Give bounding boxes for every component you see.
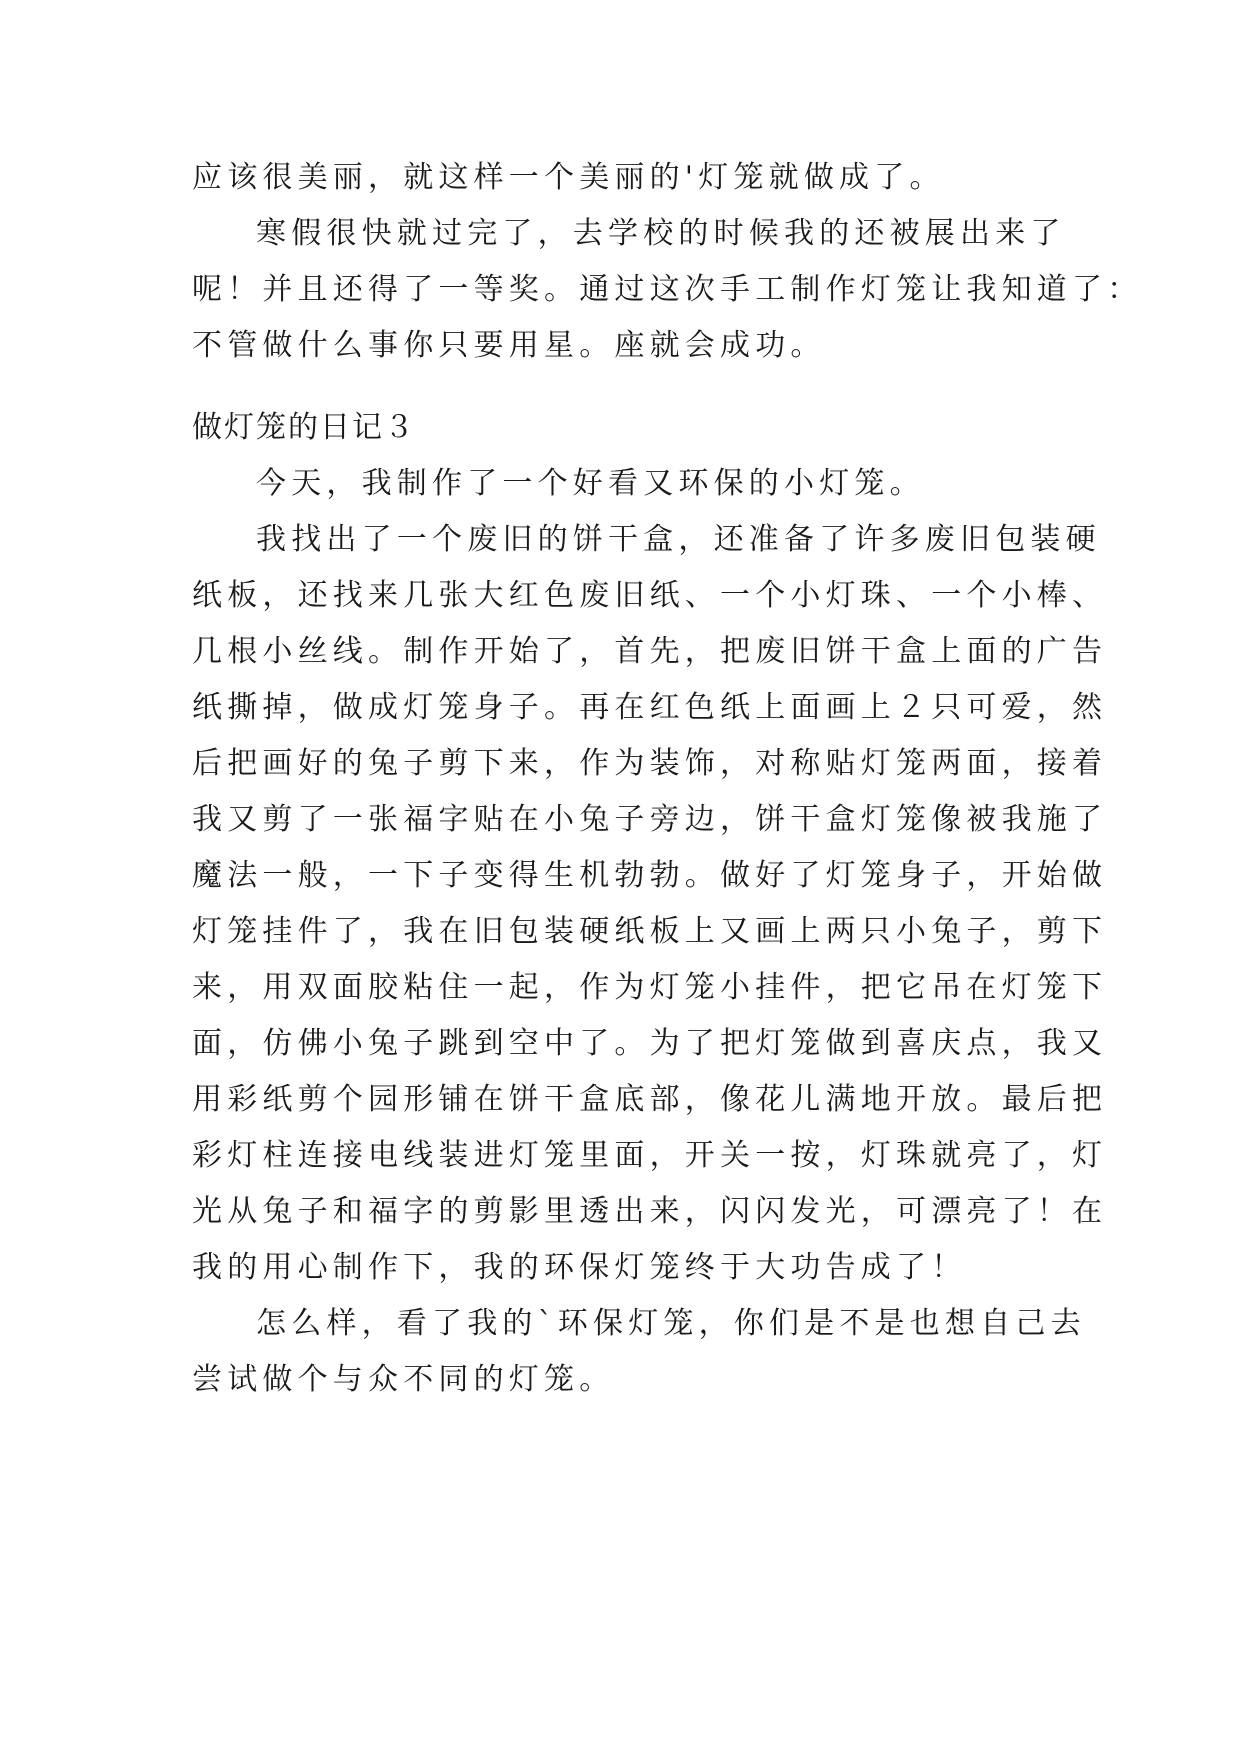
- paragraph-line: 纸撕掉，做成灯笼身子。再在红色纸上面画上２只可爱，然: [192, 690, 1108, 725]
- paragraph-line: 寒假很快就过完了，去学校的时候我的还被展出来了: [256, 216, 1066, 251]
- paragraph-line: 不管做什么事你只要用星。座就会成功。: [192, 328, 826, 363]
- paragraph-line: 纸板，还找来几张大红色废旧纸、一个小灯珠、一个小棒、: [192, 578, 1108, 613]
- paragraph-line: 后把画好的兔子剪下来，作为装饰，对称贴灯笼两面，接着: [192, 746, 1108, 781]
- paragraph-line: 彩灯柱连接电线装进灯笼里面，开关一按，灯珠就亮了，灯: [192, 1138, 1108, 1173]
- paragraph-line: 魔法一般，一下子变得生机勃勃。做好了灯笼身子，开始做: [192, 858, 1108, 893]
- paragraph-line: 几根小丝线。制作开始了，首先，把废旧饼干盒上面的广告: [192, 634, 1108, 669]
- paragraph-line: 来，用双面胶粘住一起，作为灯笼小挂件，把它吊在灯笼下: [192, 970, 1108, 1005]
- section-title: 做灯笼的日记３: [192, 410, 416, 445]
- paragraph-line: 呢！并且还得了一等奖。通过这次手工制作灯笼让我知道了：: [192, 272, 1143, 307]
- paragraph-line: 怎么样，看了我的`环保灯笼，你们是不是也想自己去: [256, 1306, 1086, 1341]
- paragraph-line: 面，仿佛小兔子跳到空中了。为了把灯笼做到喜庆点，我又: [192, 1026, 1108, 1061]
- paragraph-line: 灯笼挂件了，我在旧包装硬纸板上又画上两只小兔子，剪下: [192, 914, 1108, 949]
- paragraph-line: 我又剪了一张福字贴在小兔子旁边，饼干盒灯笼像被我施了: [192, 802, 1108, 837]
- paragraph-line: 我的用心制作下，我的环保灯笼终于大功告成了！: [192, 1250, 967, 1285]
- paragraph-line: 我找出了一个废旧的饼干盒，还准备了许多废旧包装硬: [256, 522, 1101, 557]
- paragraph-line: 应该很美丽，就这样一个美丽的'灯笼就做成了。: [192, 160, 945, 195]
- paragraph-line: 用彩纸剪个园形铺在饼干盒底部，像花儿满地开放。最后把: [192, 1082, 1108, 1117]
- paragraph-line: 尝试做个与众不同的灯笼。: [192, 1362, 615, 1397]
- paragraph-line: 光从兔子和福字的剪影里透出来，闪闪发光，可漂亮了！在: [192, 1194, 1108, 1229]
- paragraph-line: 今天，我制作了一个好看又环保的小灯笼。: [256, 466, 925, 501]
